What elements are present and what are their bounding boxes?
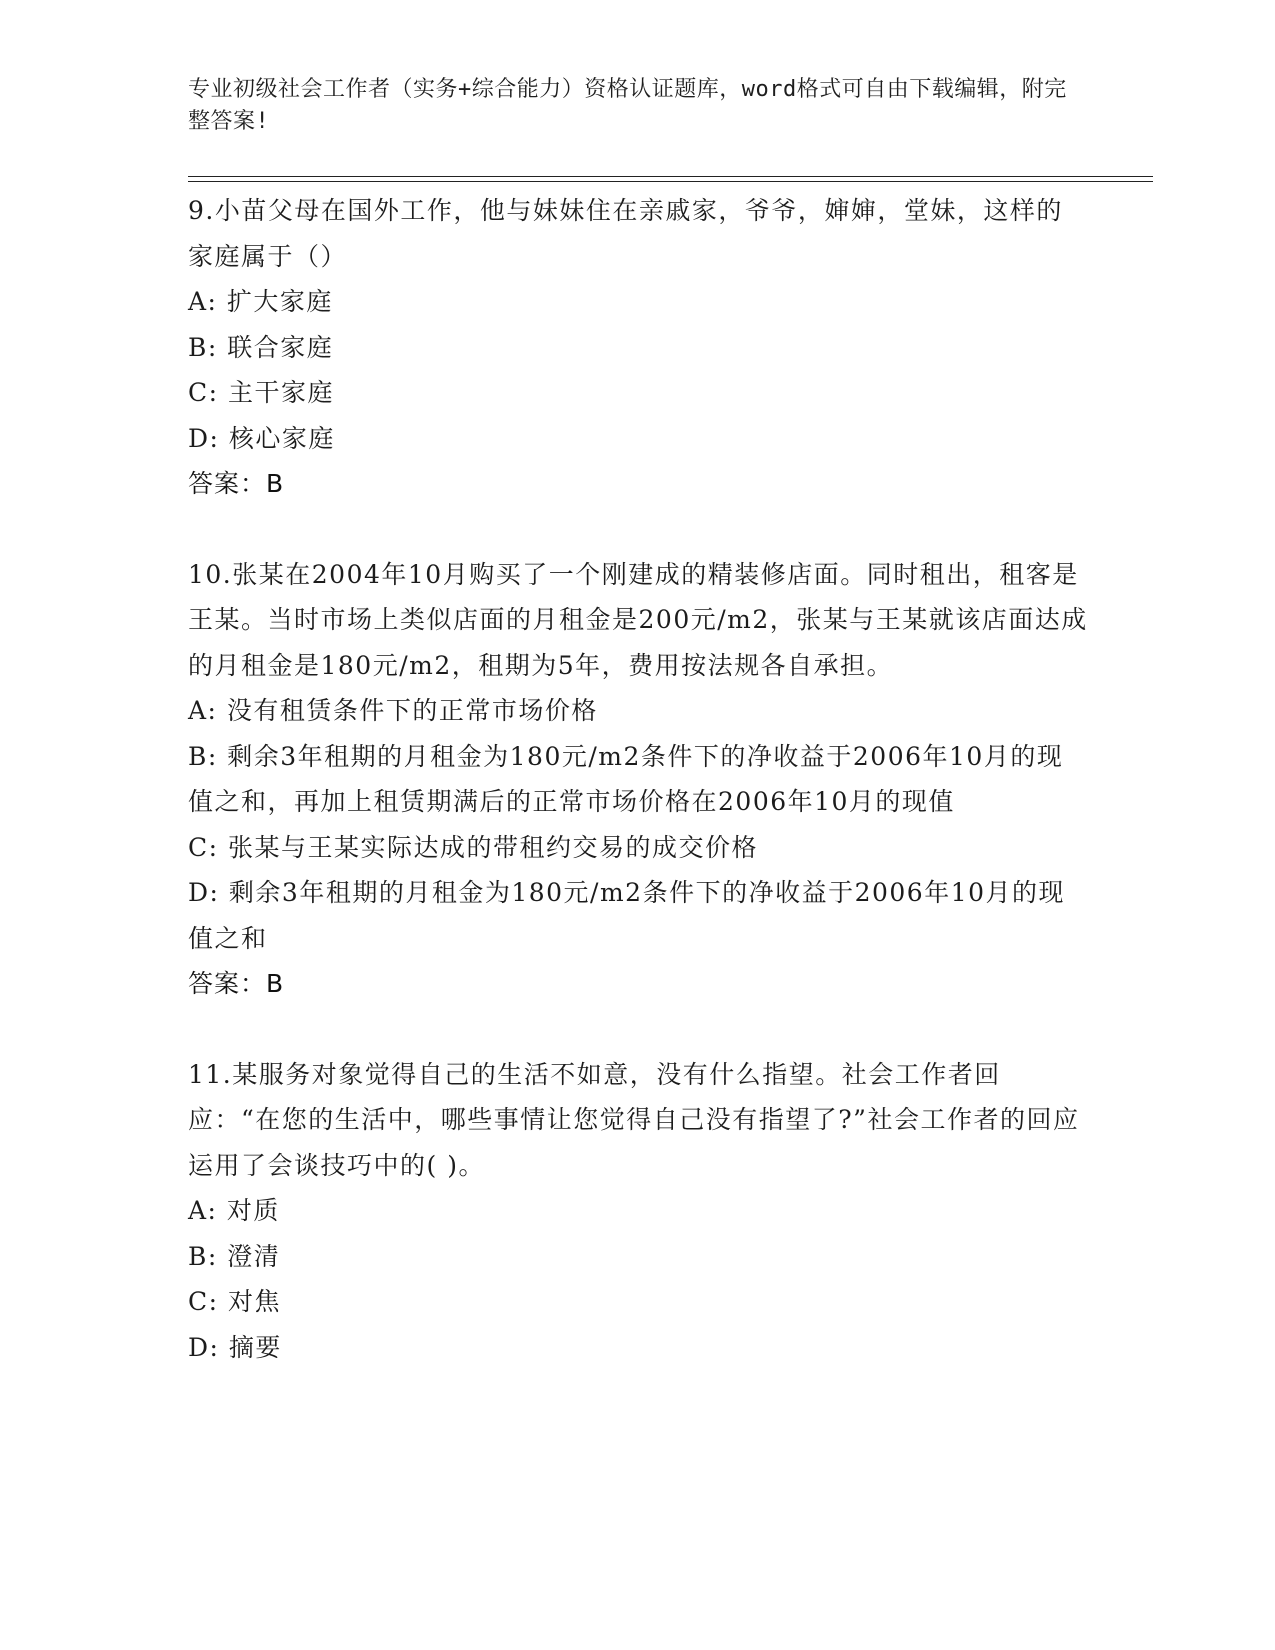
- option-a: A: 没有租赁条件下的正常市场价格: [188, 696, 598, 725]
- question-list: [188, 188, 1088, 1370]
- option-d: D: 剩余3年租期的月租金为180元/m2条件下的净收益于2006年10月的现值之和: [188, 878, 1066, 953]
- question-spacer: [188, 507, 1088, 552]
- option-a: A: 扩大家庭: [188, 287, 333, 316]
- option-b: B: 澄清: [188, 1241, 281, 1271]
- option-c: C: 对焦: [188, 1287, 281, 1316]
- option-b: B: 剩余3年租期的月租金为180元/m2条件下的净收益于2006年10月的现值之和，再加上租赁期满后的正常市场价格在2006年10月的现值: [188, 741, 1064, 816]
- question-10: [188, 552, 1088, 1007]
- question-stem: 11.某服务对象觉得自己的生活不如意，没有什么指望。社会工作者回应：“在您的生活中，哪些事情让您觉得自己没有指望了?”社会工作者的回应运用了会谈技巧中的( )。: [188, 1059, 1080, 1180]
- option-d: D: 摘要: [188, 1332, 282, 1362]
- option-c: C: 张某与王某实际达成的带租约交易的成交价格: [188, 832, 758, 862]
- option-c: C: 主干家庭: [188, 378, 334, 407]
- answer-line: 答案：B: [188, 469, 285, 498]
- question-spacer: [188, 1007, 1088, 1052]
- option-a: A: 对质: [188, 1196, 280, 1225]
- answer-line: 答案：B: [188, 969, 285, 998]
- question-stem: 10.张某在2004年10月购买了一个刚建成的精装修店面。同时租出，租客是王某。当时市场上类似店面的月租金是200元/m2，张某与王某就该店面达成的月租金是180元/m2，租期为5年，费用按法规各自承担。: [188, 559, 1088, 680]
- header-divider-top: [188, 176, 1153, 177]
- question-stem: 9.小苗父母在国外工作，他与妹妹住在亲戚家，爷爷，婶婶，堂妹，这样的家庭属于（）: [188, 196, 1063, 271]
- header-divider-bottom: [188, 181, 1153, 182]
- option-d: D: 核心家庭: [188, 423, 335, 453]
- option-b: B: 联合家庭: [188, 332, 334, 362]
- question-11: [188, 1052, 1088, 1371]
- page-header: 专业初级社会工作者（实务+综合能力）资格认证题库，word格式可自由下载编辑，附完整答案!: [188, 77, 1067, 134]
- question-9: [188, 188, 1088, 507]
